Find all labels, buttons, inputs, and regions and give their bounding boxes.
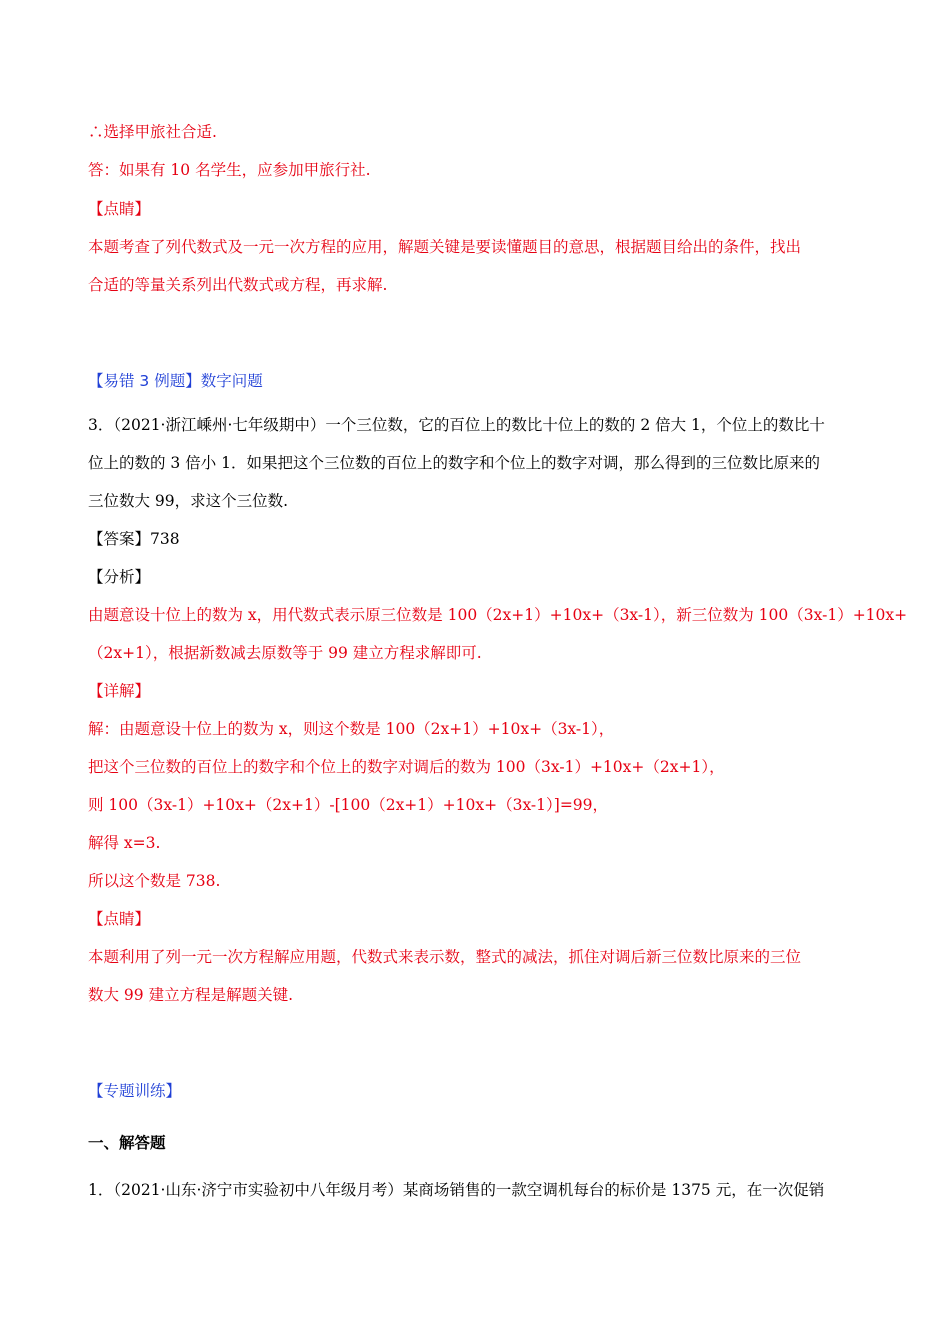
training-title: 【专题训练】 bbox=[88, 1082, 182, 1100]
question-line: 1．（2021·山东·济宁市实验初中八年级月考）某商场销售的一款空调机每台的标价是 1375 元，在一次促销 bbox=[88, 1181, 825, 1199]
detail-line: 把这个三位数的百位上的数字和个位上的数字对调后的数为 100（3x-1）+10x+（2x+1）， bbox=[88, 758, 725, 776]
detail-line: 则 100（3x-1）+10x+（2x+1）-[100（2x+1）+10x+（3x-1）]=99， bbox=[88, 796, 609, 814]
detail-label: 【详解】 bbox=[88, 682, 151, 700]
comment-label: 【点睛】 bbox=[88, 910, 151, 928]
detail-line: 所以这个数是 738. bbox=[88, 872, 221, 890]
question-line: 位上的数的 3 倍小 1．如果把这个三位数的百位上的数字和个位上的数字对调，那么得到的三位数比原来的 bbox=[88, 454, 821, 472]
comment-line: 本题考查了列代数式及一元一次方程的应用，解题关键是要读懂题目的意思，根据题目给出的条件，找出 bbox=[88, 238, 802, 256]
section-heading: 一、解答题 bbox=[88, 1134, 166, 1152]
comment-line: 本题利用了列一元一次方程解应用题，代数式来表示数，整式的减法，抓住对调后新三位数比原来的三位 bbox=[88, 948, 802, 966]
comment-line: 数大 99 建立方程是解题关键. bbox=[88, 986, 294, 1004]
analysis-line: （2x+1），根据新数减去原数等于 99 建立方程求解即可. bbox=[88, 644, 482, 662]
conclusion-line: ∴选择甲旅社合适. bbox=[88, 123, 217, 141]
example-title: 【易错 3 例题】数字问题 bbox=[88, 372, 263, 390]
comment-label: 【点睛】 bbox=[88, 200, 151, 218]
comment-line: 合适的等量关系列出代数式或方程，再求解. bbox=[88, 276, 388, 294]
detail-line: 解：由题意设十位上的数为 x，则这个数是 100（2x+1）+10x+（3x-1）， bbox=[88, 720, 615, 738]
analysis-line: 由题意设十位上的数为 x，用代数式表示原三位数是 100（2x+1）+10x+（3x-1），新三位数为 100（3x-1）+10x+ bbox=[88, 606, 908, 624]
answer-statement: 答：如果有 10 名学生，应参加甲旅行社. bbox=[88, 161, 371, 179]
analysis-label: 【分析】 bbox=[88, 568, 151, 586]
detail-line: 解得 x=3. bbox=[88, 834, 161, 852]
question-line: 3．（2021·浙江嵊州·七年级期中）一个三位数，它的百位上的数比十位上的数的 2 倍大 1，个位上的数比十 bbox=[88, 416, 825, 434]
question-line: 三位数大 99，求这个三位数. bbox=[88, 492, 289, 510]
answer-label: 【答案】738 bbox=[88, 530, 180, 548]
